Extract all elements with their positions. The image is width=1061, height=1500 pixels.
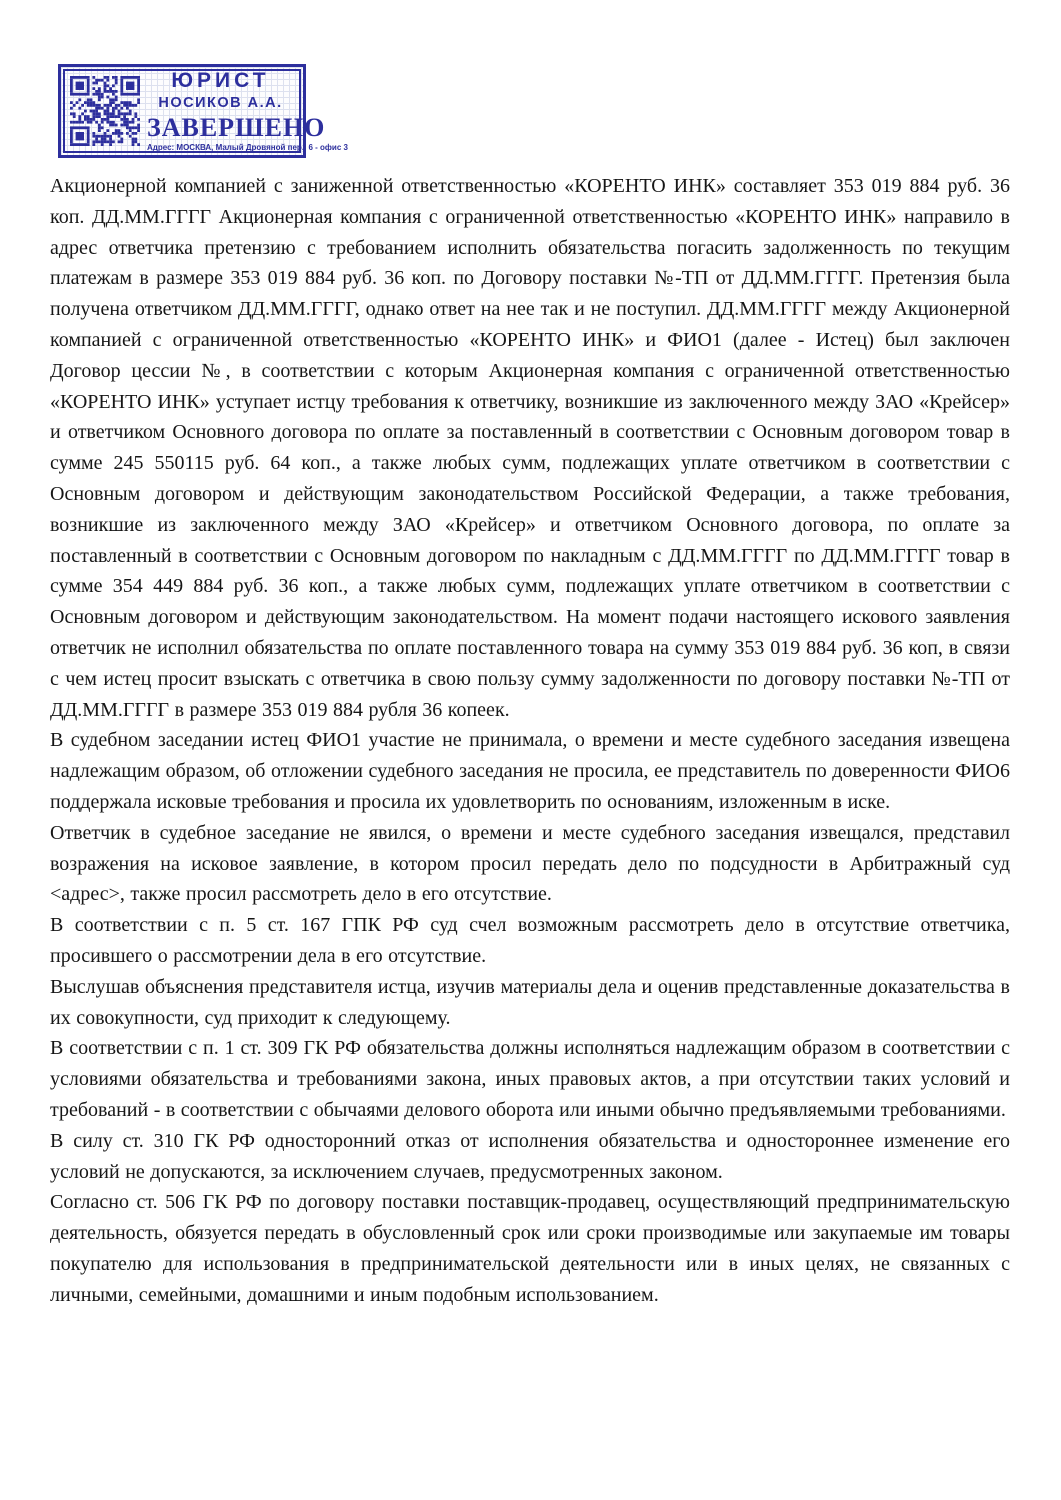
paragraph: В силу ст. 310 ГК РФ односторонний отказ от исполнения обязательства и одностороннее изменение его условий не допускаются, за исключением случаев, предусмотренных законом. [50, 1129, 1010, 1183]
paragraph: Акционерной компанией с заниженной ответственностью «КОРЕНТО ИНК» составляет 353 019 884 руб. 36 коп. ДД.ММ.ГГГГ Акционерная компания с ограниченной ответственностью «КОРЕНТО ИНК» направило в адрес ответчика претензию с требованием исполнить обязательства погасить задолженность по текущим платежам в размере 353 019 884 руб. 36 коп. по Договору поставки №-ТП от ДД.ММ.ГГГГ. Претензия была получена ответчиком ДД.ММ.ГГГГ, однако ответ на нее так и не поступил. ДД.ММ.ГГГГ между Акционерной компанией с ограниченной ответственностью «КОРЕНТО ИНК» и ФИО1 (далее - Истец) был заключен Договор цессии №, в соответствии с которым Акционерная компания с ограниченной ответственностью «КОРЕНТО ИНК» уступает истцу требования к ответчику, возникшие из заключенного между ЗАО «Крейсер» и ответчиком Основного договора по оплате за поставленный в соответствии с Основным договором товар в сумме 245 550115 руб. 64 коп., а также любых сумм, подлежащих уплате ответчиком в соответствии с Основным договором и действующим законодательством Российской Федерации, а также требования, возникшие из заключенного между ЗАО «Крейсер» и ответчиком Основного договора, по оплате за поставленный в соответствии с Основным договором по накладным с ДД.ММ.ГГГГ по ДД.ММ.ГГГГ товар в сумме 354 449 884 руб. 36 коп., а также любых сумм, подлежащих уплате ответчиком в соответствии с Основным договором и действующим законодательством. На момент подачи настоящего искового заявления ответчик не исполнил обязательства по оплате поставленного товара на сумму 353 019 884 руб. 36 коп, в связи с чем истец просит взыскать с ответчика в свою пользу сумму задолженности по договору поставки №-ТП от ДД.ММ.ГГГГ в размере 353 019 884 рубля 36 копеек. [50, 175, 1010, 721]
stamp-address: Адрес: МОСКВА, Малый Дровяной пер., 6 - офис 3 [147, 142, 348, 152]
paragraph: Согласно ст. 506 ГК РФ по договору поставки поставщик-продавец, осуществляющий предпринимательскую деятельность, обязуется передать в обусловленный срок или сроки производимые или закупаемые им товары покупателю для использования в предпринимательской деятельности или в иных целях, не связанных с личными, семейными, домашними и иным подобным использованием. [50, 1191, 1010, 1306]
stamp-text-block [147, 69, 348, 152]
paragraph: В соответствии с п. 1 ст. 309 ГК РФ обязательства должны исполняться надлежащим образом в соответствии с условиями обязательства и требованиями закона, иных правовых актов, а при отсутствии таких условий и требований - в соответствии с обычаями делового оборота или иными обычно предъявляемыми требованиями. [50, 1037, 1010, 1121]
document-body [50, 171, 1010, 1310]
paragraph: Ответчик в судебное заседание не явился, о времени и месте судебного заседания извещался, представил возражения на исковое заявление, в котором просил передать дело по подсудности в Арбитражный суд <адрес>, также просил рассмотреть дело в его отсутствие. [50, 821, 1010, 906]
stamp-inner-frame [63, 69, 348, 153]
stamp-name: НОСИКОВ А.А. [158, 95, 283, 112]
stamp-status: ЗАВЕРШЕНО [147, 113, 326, 143]
stamp-title: ЮРИСТ [171, 69, 270, 93]
qr-code-icon [70, 76, 140, 146]
paragraph: Выслушав объяснения представителя истца, изучив материалы дела и оценив представленные доказательства в их совокупности, суд приходит к следующему. [50, 975, 1010, 1029]
paragraph: В соответствии с п. 5 ст. 167 ГПК РФ суд счел возможным рассмотреть дело в отсутствие ответчика, просившего о рассмотрении дела в его отсутствие. [50, 914, 1010, 967]
paragraph: В судебном заседании истец ФИО1 участие не принимала, о времени и месте судебного заседания извещена надлежащим образом, об отложении судебного заседания не просила, ее представитель по доверенности ФИО6 поддержала исковые требования и просила их удовлетворить по основаниям, изложенным в иске. [50, 729, 1010, 813]
stamp [58, 64, 348, 158]
